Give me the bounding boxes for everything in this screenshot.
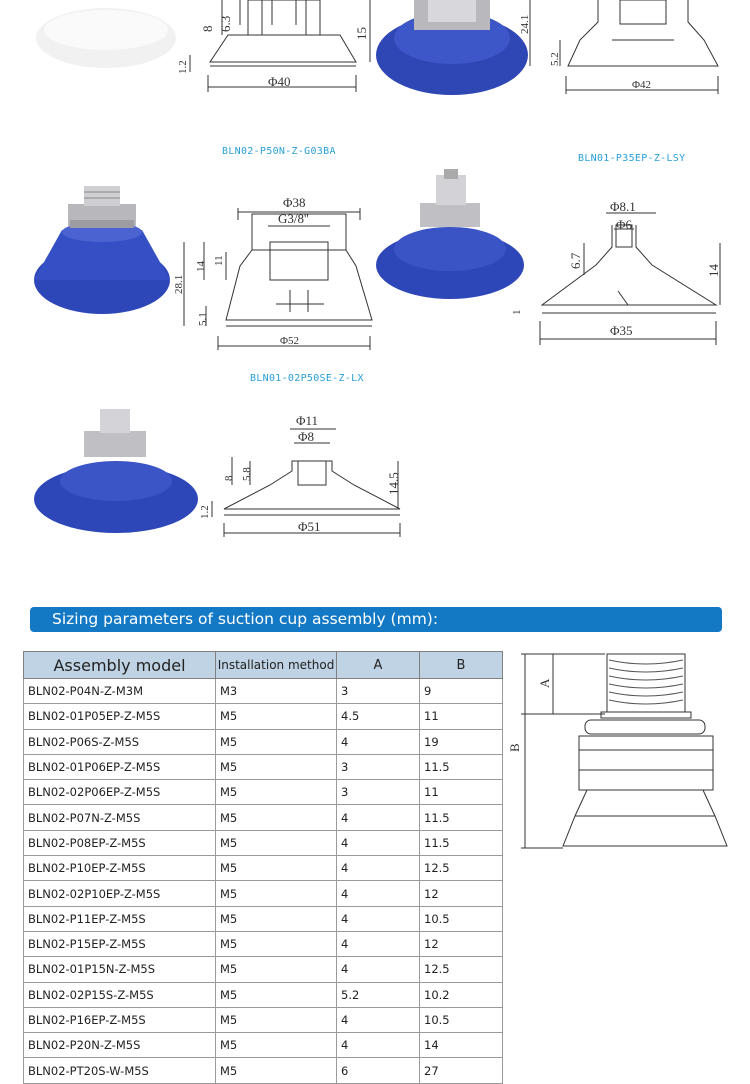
product-label-p35ep: BLN01-P35EP-Z-LSY — [578, 153, 686, 164]
cell-a: 4 — [337, 957, 420, 982]
assembly-dimension-diagram — [505, 648, 735, 858]
dim-14: 14 — [706, 264, 721, 277]
cell-installation: M5 — [216, 957, 337, 982]
cell-installation: M5 — [216, 704, 337, 729]
top-row-drawings — [0, 0, 750, 110]
cell-a: 4 — [337, 856, 420, 881]
cell-installation: M5 — [216, 729, 337, 754]
cell-b: 11.5 — [420, 805, 503, 830]
dim-8: 8 — [223, 475, 235, 481]
cell-installation: M5 — [216, 830, 337, 855]
cell-a: 5.2 — [337, 982, 420, 1007]
assembly-size-table — [23, 651, 503, 1084]
table-row — [24, 1058, 503, 1083]
cell-model: BLN02-P04N-Z-M3M — [24, 679, 216, 704]
table-row — [24, 957, 503, 982]
cell-model: BLN02-P10EP-Z-M5S — [24, 856, 216, 881]
cell-installation: M5 — [216, 931, 337, 956]
cell-a: 4 — [337, 1007, 420, 1032]
cell-b: 11 — [420, 780, 503, 805]
cell-installation: M5 — [216, 1033, 337, 1058]
02p50se-photo — [34, 409, 198, 533]
table-row — [24, 780, 503, 805]
cell-installation: M5 — [216, 1007, 337, 1032]
dim-14: 14 — [195, 261, 207, 272]
cell-model: BLN02-P08EP-Z-M5S — [24, 830, 216, 855]
cell-b: 14 — [420, 1033, 503, 1058]
dim-phi-52: Φ52 — [280, 335, 300, 347]
table-row — [24, 1007, 503, 1032]
cell-a: 3 — [337, 780, 420, 805]
cell-installation: M3 — [216, 679, 337, 704]
table-row — [24, 881, 503, 906]
cell-b: 9 — [420, 679, 503, 704]
cell-b: 27 — [420, 1058, 503, 1083]
cell-model: BLN02-01P05EP-Z-M5S — [24, 704, 216, 729]
table-row — [24, 906, 503, 931]
dim-14-5: 14.5 — [386, 472, 401, 495]
table-row — [24, 704, 503, 729]
table-row — [24, 729, 503, 754]
dim-phi-8: Φ8 — [298, 429, 315, 444]
cell-installation: M5 — [216, 780, 337, 805]
cell-a: 4 — [337, 906, 420, 931]
table-row — [24, 856, 503, 881]
table-row — [24, 754, 503, 779]
product-p50n-block — [0, 160, 390, 360]
product-02p50se-block — [0, 395, 420, 545]
table-row — [24, 679, 503, 704]
diagram-label-a: A — [537, 678, 552, 688]
cell-model: BLN02-01P06EP-Z-M5S — [24, 754, 216, 779]
section-banner — [30, 607, 722, 632]
cell-b: 12 — [420, 881, 503, 906]
cell-a: 4 — [337, 1033, 420, 1058]
cell-installation: M5 — [216, 805, 337, 830]
dim-5-8: 5.8 — [241, 467, 253, 481]
dim-11: 11 — [213, 255, 225, 266]
table-row — [24, 1033, 503, 1058]
product-label-p50n: BLN02-P50N-Z-G03BA — [222, 146, 336, 157]
cell-a: 4 — [337, 931, 420, 956]
table-row — [24, 982, 503, 1007]
section-title: Sizing parameters of suction cup assembly (mm): — [52, 610, 439, 628]
cell-model: BLN02-02P06EP-Z-M5S — [24, 780, 216, 805]
dim-g3-8: G3/8'' — [278, 211, 309, 226]
table-row — [24, 830, 503, 855]
dim-24-1: 24.1 — [519, 14, 531, 34]
cell-b: 10.5 — [420, 1007, 503, 1032]
cell-a: 4 — [337, 805, 420, 830]
product-label-02p50se: BLN01-02P50SE-Z-LX — [250, 373, 364, 384]
drawing-cup-42 — [530, 0, 718, 94]
cell-installation: M5 — [216, 982, 337, 1007]
cell-b: 19 — [420, 729, 503, 754]
table-header-row — [24, 652, 503, 679]
dim-phi-8-1: Φ8.1 — [610, 199, 636, 214]
dim-5-1: 5.1 — [197, 312, 209, 326]
cell-installation: M5 — [216, 906, 337, 931]
col-header-installation: Installation method — [216, 652, 337, 679]
cell-b: 10.5 — [420, 906, 503, 931]
table-row — [24, 931, 503, 956]
cell-model: BLN02-P20N-Z-M5S — [24, 1033, 216, 1058]
dim-phi-42: Φ42 — [632, 79, 652, 91]
cell-a: 3 — [337, 754, 420, 779]
cell-b: 11 — [420, 704, 503, 729]
dim-15: 15 — [354, 27, 369, 40]
cell-a: 6 — [337, 1058, 420, 1083]
dim-1: 1 — [511, 309, 523, 315]
cell-model: BLN02-P16EP-Z-M5S — [24, 1007, 216, 1032]
dim-1-2: 1.2 — [199, 505, 211, 519]
dim-phi-38: Φ38 — [283, 195, 306, 210]
dim-1-2: 1.2 — [177, 60, 189, 74]
cell-installation: M5 — [216, 881, 337, 906]
cell-b: 10.2 — [420, 982, 503, 1007]
diagram-label-b: B — [507, 743, 522, 752]
col-header-model: Assembly model — [24, 652, 216, 679]
dim-phi-40: Φ40 — [268, 74, 291, 89]
cell-installation: M5 — [216, 754, 337, 779]
cell-model: BLN02-P15EP-Z-M5S — [24, 931, 216, 956]
dim-phi-35: Φ35 — [610, 323, 633, 338]
cell-model: BLN02-02P15S-Z-M5S — [24, 982, 216, 1007]
dim-8: 8 — [200, 25, 215, 32]
white-suction-cup-photo — [36, 8, 176, 68]
blue-suction-cup-photo — [376, 0, 528, 95]
cell-b: 12 — [420, 931, 503, 956]
cell-a: 4 — [337, 830, 420, 855]
table-row — [24, 805, 503, 830]
cell-model: BLN02-P11EP-Z-M5S — [24, 906, 216, 931]
cell-a: 4 — [337, 729, 420, 754]
dim-28-1: 28.1 — [173, 274, 185, 294]
cell-b: 12.5 — [420, 856, 503, 881]
cell-installation: M5 — [216, 1058, 337, 1083]
dim-6-7: 6.7 — [568, 252, 583, 269]
cell-b: 11.5 — [420, 830, 503, 855]
p35ep-photo — [376, 169, 524, 299]
col-header-b: B — [420, 652, 503, 679]
cell-b: 12.5 — [420, 957, 503, 982]
cell-a: 4 — [337, 881, 420, 906]
cell-b: 11.5 — [420, 754, 503, 779]
col-header-a: A — [337, 652, 420, 679]
p50n-drawing — [184, 208, 372, 350]
cell-model: BLN02-PT20S-W-M5S — [24, 1058, 216, 1083]
cell-installation: M5 — [216, 856, 337, 881]
cell-model: BLN02-02P10EP-Z-M5S — [24, 881, 216, 906]
cell-model: BLN02-01P15N-Z-M5S — [24, 957, 216, 982]
dim-phi-11: Φ11 — [296, 413, 319, 428]
cell-model: BLN02-P06S-Z-M5S — [24, 729, 216, 754]
dim-6-3: 6.3 — [218, 15, 233, 32]
dim-phi-51: Φ51 — [298, 519, 321, 534]
cell-a: 4.5 — [337, 704, 420, 729]
dim-phi-6: Φ6 — [616, 217, 633, 232]
thread-stud — [607, 654, 685, 712]
table-body — [24, 679, 503, 1084]
cell-a: 3 — [337, 679, 420, 704]
product-p35ep-block — [370, 165, 750, 355]
dim-5-2: 5.2 — [549, 52, 561, 66]
p50n-photo — [34, 186, 170, 314]
cell-model: BLN02-P07N-Z-M5S — [24, 805, 216, 830]
